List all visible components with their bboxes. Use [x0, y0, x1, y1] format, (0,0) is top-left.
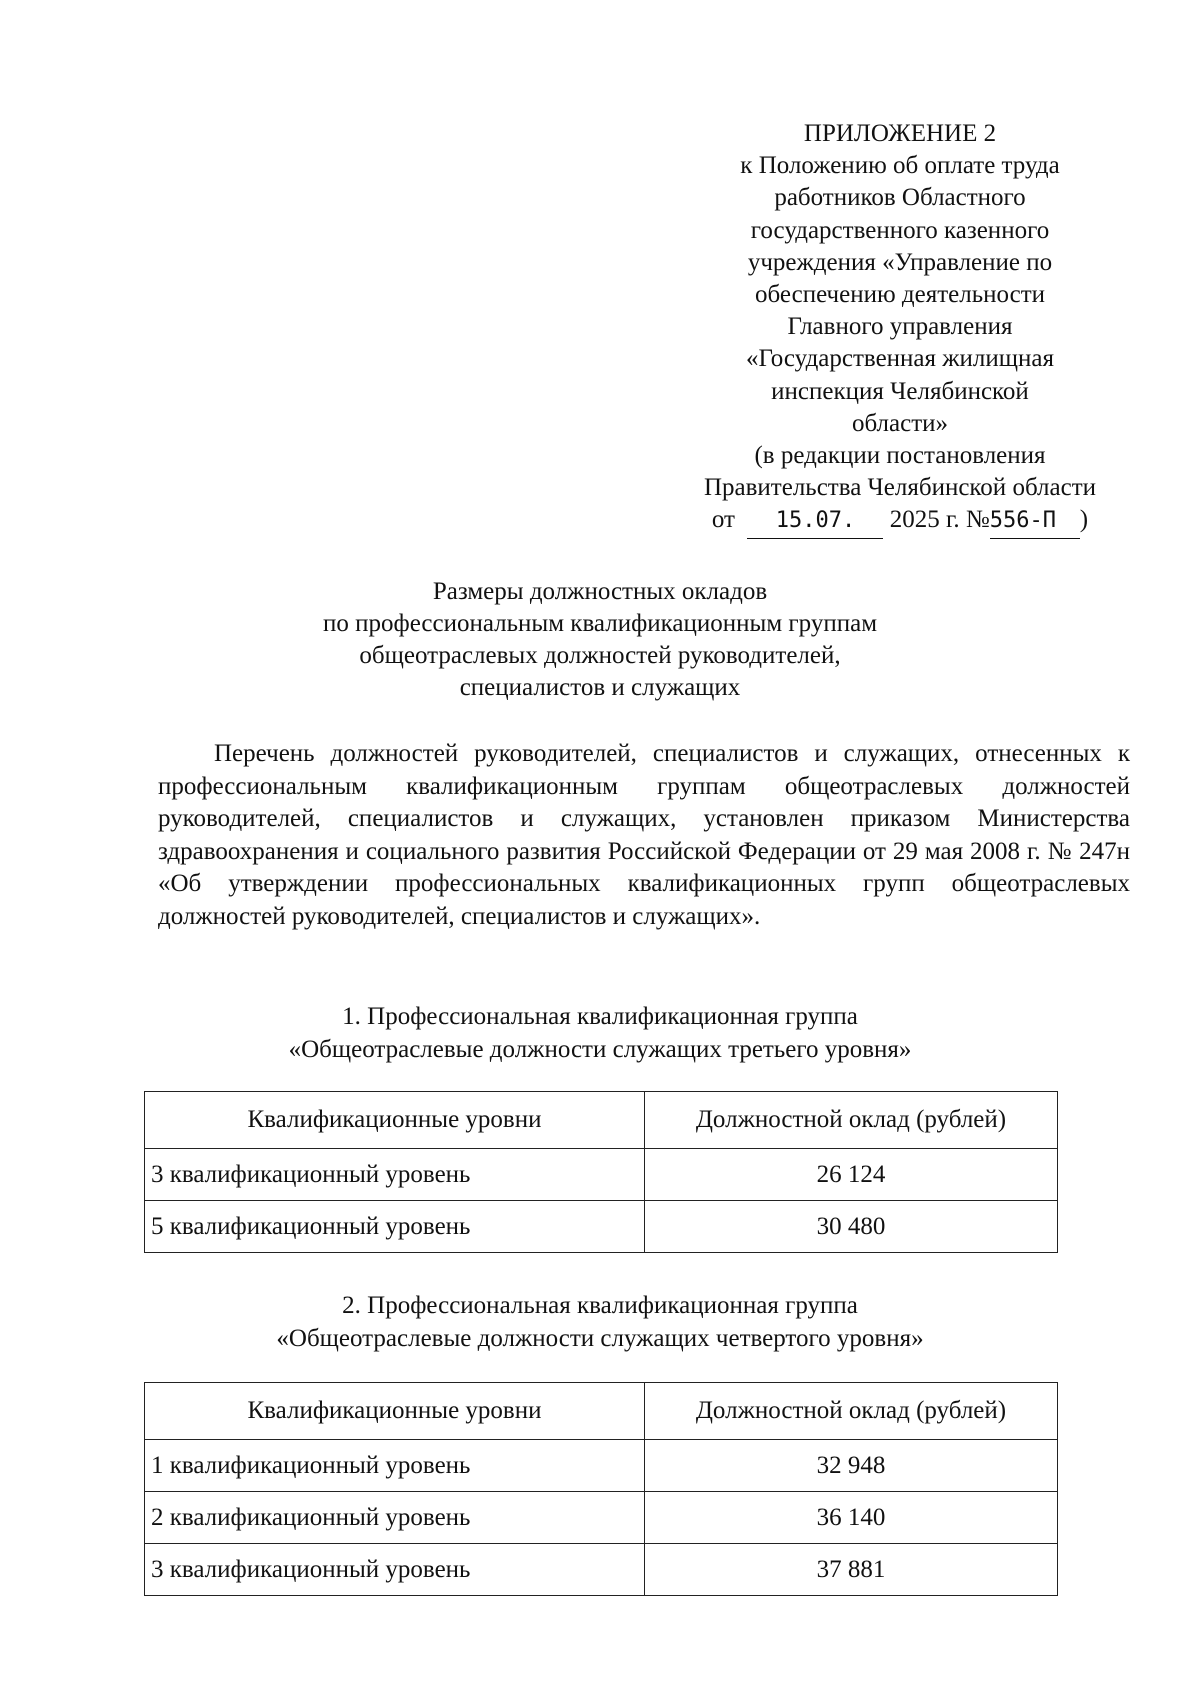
appendix-line: области»	[851, 409, 949, 437]
date-prefix: от	[711, 506, 735, 534]
appendix-line: «Государственная жилищная	[746, 345, 1054, 373]
appendix-line: учреждения «Управление по	[747, 248, 1053, 276]
appendix-line: государственного казенного	[750, 216, 1050, 244]
title-line: специалистов и служащих	[459, 674, 741, 701]
resolution-date-line	[650, 504, 1150, 538]
group-1-table	[144, 1091, 1058, 1253]
appendix-line: инспекция Челябинской	[771, 377, 1029, 405]
date-year: 2025 г. №	[889, 506, 990, 534]
level-cell: 1 квалификационный уровень	[145, 1440, 645, 1492]
appendix-line: Правительства Челябинской области	[703, 474, 1097, 502]
body-paragraph: Перечень должностей руководителей, специалистов и служащих, отнесенных к профессиональным квалификационным группам общеотраслевых должностей руководителей, специалистов и служащих, установлен приказом Министерства здравоохранения и социального развития Российской Федерации от 29 мая 2008 г. № 247н «Об утверждении профессиональных квалификационных групп общеотраслевых должностей руководителей, специалистов и служащих».	[158, 740, 1130, 930]
group-1-title	[230, 1001, 970, 1066]
table-row	[145, 1544, 1058, 1596]
column-header-salary: Должностной оклад (рублей)	[645, 1383, 1058, 1440]
appendix-header	[650, 118, 1150, 539]
table-row	[145, 1201, 1058, 1253]
group-title-line: 2. Профессиональная квалификационная группа	[342, 1292, 858, 1319]
title-line: по профессиональным квалификационным группам	[322, 610, 878, 637]
column-header-level: Квалификационные уровни	[145, 1092, 645, 1149]
level-cell: 2 квалификационный уровень	[145, 1492, 645, 1544]
table-row	[145, 1149, 1058, 1201]
resolution-date: 15.07.	[747, 505, 883, 538]
level-cell: 3 квалификационный уровень	[145, 1544, 645, 1596]
resolution-number: 556-П	[990, 505, 1080, 538]
appendix-line: к Положению об оплате труда	[740, 152, 1060, 180]
salary-cell: 37 881	[645, 1544, 1058, 1596]
group-2-table	[144, 1382, 1058, 1596]
level-cell: 5 квалификационный уровень	[145, 1201, 645, 1253]
document-title	[280, 576, 920, 704]
table-row	[145, 1492, 1058, 1544]
column-header-level: Квалификационные уровни	[145, 1383, 645, 1440]
salary-cell: 26 124	[645, 1149, 1058, 1201]
appendix-title: ПРИЛОЖЕНИЕ 2	[803, 120, 997, 147]
table-header-row	[145, 1383, 1058, 1440]
appendix-line: работников Областного	[774, 184, 1026, 212]
table-row	[145, 1440, 1058, 1492]
salary-cell: 30 480	[645, 1201, 1058, 1253]
group-2-title	[230, 1290, 970, 1355]
title-line: общеотраслевых должностей руководителей,	[359, 642, 841, 669]
salary-cell: 36 140	[645, 1492, 1058, 1544]
date-suffix: )	[1079, 506, 1089, 534]
salary-cell: 32 948	[645, 1440, 1058, 1492]
appendix-line: (в редакции постановления	[754, 442, 1046, 470]
group-title-line: «Общеотраслевые должности служащих третьего уровня»	[288, 1035, 912, 1063]
level-cell: 3 квалификационный уровень	[145, 1149, 645, 1201]
appendix-line: обеспечению деятельности	[754, 281, 1046, 309]
group-title-line: «Общеотраслевые должности служащих четвертого уровня»	[276, 1324, 924, 1352]
column-header-salary: Должностной оклад (рублей)	[645, 1092, 1058, 1149]
group-title-line: 1. Профессиональная квалификационная группа	[342, 1003, 858, 1030]
table-header-row	[145, 1092, 1058, 1149]
title-line: Размеры должностных окладов	[432, 578, 768, 605]
appendix-line: Главного управления	[787, 313, 1013, 341]
